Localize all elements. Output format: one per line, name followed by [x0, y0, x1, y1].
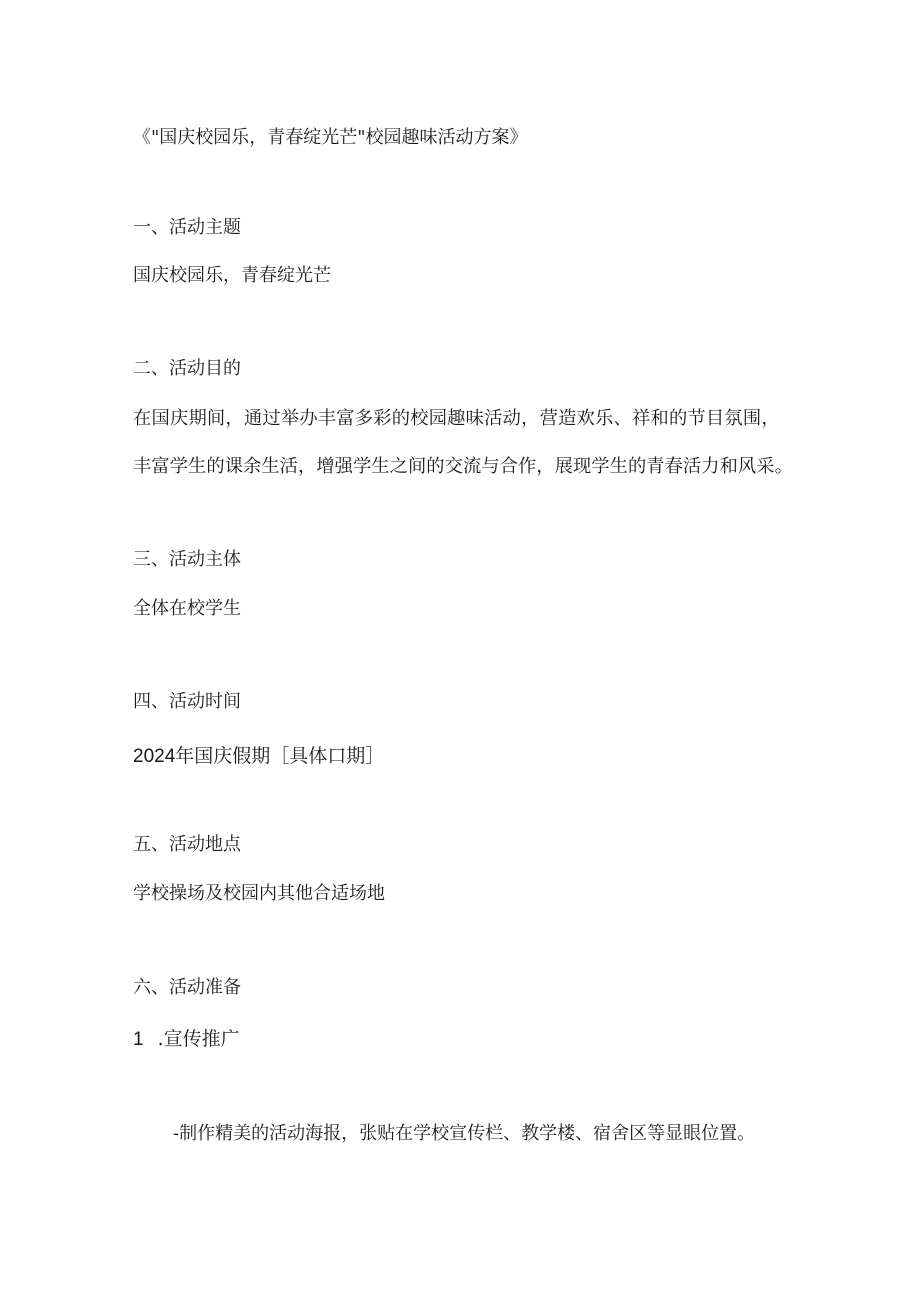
section-heading-location: 五、活动地点	[133, 834, 241, 855]
time-text: 年国庆假期［具体口期］	[175, 745, 385, 767]
time-year: 2024	[133, 746, 176, 767]
section-heading-preparation: 六、活动准备	[133, 977, 241, 998]
item-number: 1	[133, 1029, 144, 1050]
section-content-time	[133, 744, 384, 769]
section-content-participants: 全体在校学生	[133, 598, 241, 619]
section-heading-purpose: 二、活动目的	[133, 358, 241, 379]
section-heading-participants: 三、活动主体	[133, 549, 241, 570]
section-heading-theme: 一、活动主题	[133, 217, 241, 238]
item-label: .宣传推广	[157, 1028, 240, 1050]
section-content-theme: 国庆校园乐，青春绽光芒	[133, 265, 331, 286]
section-content-purpose-line-2: 丰富学生的课余生活，增强学生之间的交流与合作，展现学生的青春活力和风采。	[133, 456, 793, 477]
section-content-location: 学校操场及校园内其他合适场地	[133, 883, 385, 904]
preparation-item-publicity	[133, 1027, 240, 1052]
preparation-detail-poster: -制作精美的活动海报，张贴在学校宣传栏、教学楼、宿舍区等显眼位置。	[173, 1123, 756, 1144]
section-content-purpose-line-1: 在国庆期间，通过举办丰富多彩的校园趣味活动，营造欢乐、祥和的节目氛围，	[133, 408, 780, 429]
document-title: 《"国庆校园乐，青春绽光芒"校园趣味活动方案》	[133, 127, 528, 148]
section-heading-time: 四、活动时间	[133, 691, 241, 712]
